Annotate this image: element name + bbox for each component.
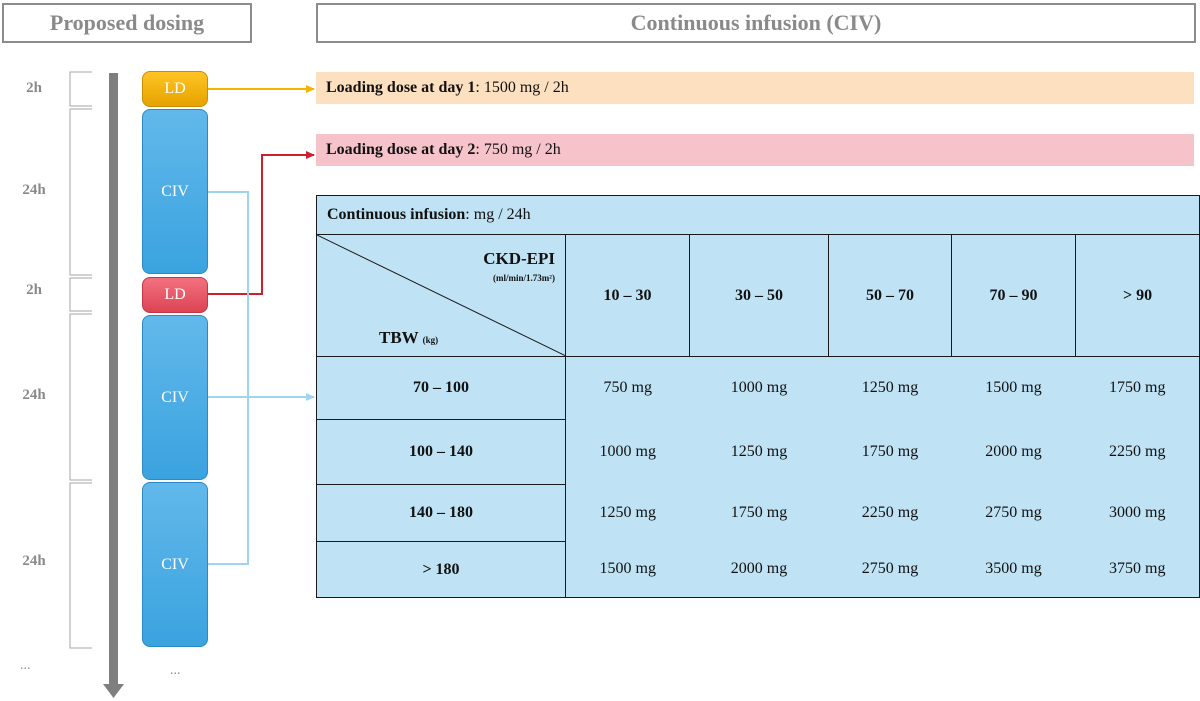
row-header: 140 – 180 — [317, 485, 566, 542]
column-header: 10 – 30 — [566, 235, 690, 357]
table-cell: 3500 mg — [952, 542, 1076, 598]
tbw-axis-unit: (kg) — [422, 335, 439, 345]
civ-dosing-table — [316, 195, 1200, 598]
continuous-infusion-header: Continuous infusion (CIV) — [316, 3, 1196, 43]
proposed-dosing-header: Proposed dosing — [2, 3, 252, 43]
table-cell: 1250 mg — [566, 485, 690, 542]
column-header: > 90 — [1076, 235, 1200, 357]
table-cell: 1750 mg — [1076, 357, 1200, 420]
timeline-ellipsis: ... — [20, 658, 31, 673]
ckd-epi-axis-unit: (ml/min/1.73m²) — [493, 273, 555, 283]
table-cell: 1250 mg — [730, 443, 788, 460]
table-cell: 3000 mg — [1076, 485, 1200, 542]
table-corner-cell — [317, 235, 566, 357]
duration-label: 24h — [22, 553, 46, 569]
loading-dose-day1-label: Loading dose at day 1 — [326, 79, 476, 96]
loading-dose-day2-block: LD — [142, 277, 208, 313]
civ-block-day3: CIV — [142, 482, 208, 647]
loading-dose-day2-bar — [316, 134, 1194, 166]
loading-dose-day1-bar — [316, 72, 1194, 104]
tbw-axis-label: TBW — [379, 328, 419, 347]
duration-label: 2h — [26, 80, 42, 96]
table-cell: 1500 mg — [985, 379, 1042, 397]
table-cell: 3750 mg — [1076, 542, 1200, 598]
table-row — [317, 542, 1200, 598]
table-cell: 1750 mg — [730, 504, 788, 521]
arrow-day2 — [208, 155, 314, 294]
table-cell: 2750 mg — [829, 542, 952, 598]
table-cell: 750 mg — [566, 357, 690, 420]
table-title: Continuous infusion: mg / 24h — [317, 196, 1200, 235]
table-cell: 1500 mg — [566, 542, 690, 598]
row-header: 100 – 140 — [317, 420, 566, 485]
table-cell: 2750 mg — [985, 504, 1042, 521]
table-cell: 2000 mg — [690, 542, 829, 598]
row-header: 70 – 100 — [317, 357, 566, 420]
table-row — [317, 485, 1200, 542]
duration-brackets — [70, 72, 92, 648]
table-row — [317, 420, 1200, 485]
table-row — [317, 357, 1200, 420]
duration-label: 24h — [22, 182, 46, 198]
table-cell: 1750 mg — [861, 443, 919, 460]
ckd-epi-axis-label: CKD-EPI — [483, 249, 555, 268]
table-cell: 2000 mg — [985, 443, 1042, 460]
timeline-arrow — [103, 73, 124, 698]
duration-label: 2h — [26, 282, 42, 298]
table-cell: 1000 mg — [566, 420, 690, 485]
loading-dose-day1-value: : 1500 mg / 2h — [475, 79, 569, 96]
table-cell: 2250 mg — [1076, 420, 1200, 485]
table-cell: 2250 mg — [861, 504, 919, 521]
table-cell: 1000 mg — [730, 379, 788, 397]
loading-dose-day2-value: : 750 mg / 2h — [475, 141, 561, 158]
column-header: 50 – 70 — [829, 235, 952, 357]
civ-block-day1: CIV — [142, 109, 208, 274]
column-header: 70 – 90 — [952, 235, 1076, 357]
row-header: > 180 — [317, 542, 566, 598]
table-cell: 1250 mg — [861, 379, 919, 397]
civ-block-day2: CIV — [142, 315, 208, 480]
duration-label: 24h — [22, 387, 46, 403]
loading-dose-day2-label: Loading dose at day 2 — [326, 141, 476, 158]
blocks-ellipsis: ... — [170, 663, 181, 678]
loading-dose-day1-block: LD — [142, 71, 208, 107]
column-header: 30 – 50 — [690, 235, 829, 357]
